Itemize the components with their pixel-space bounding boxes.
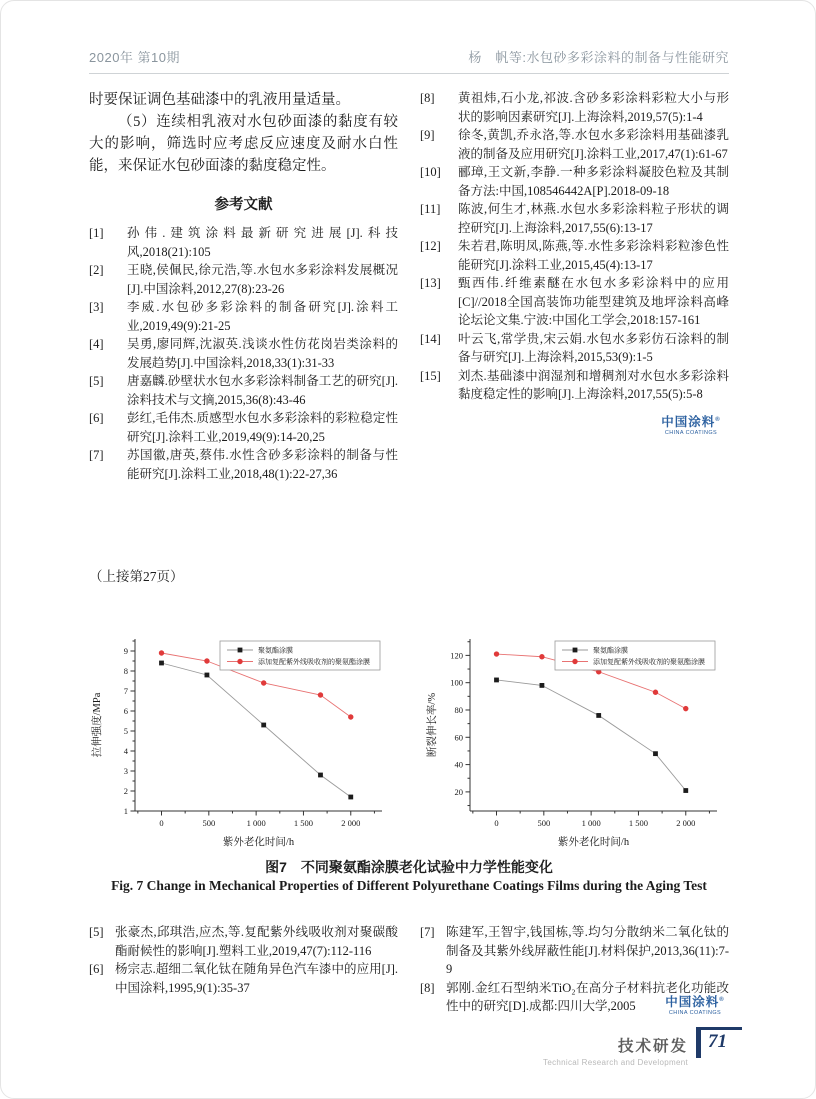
reference-text: 王晓,侯佩民,徐元浩,等.水包水多彩涂料发展概况[J].中国涂料,2012,27(8):23-26 [127,263,398,296]
reference-item [89,372,398,409]
svg-text:1 000: 1 000 [246,818,266,828]
reference-text: 叶云飞,常学贵,宋云娟.水包水多彩仿石涂料的制备与研究[J].上海涂料,2015,53(9):1-5 [458,331,729,364]
svg-text:40: 40 [454,759,463,770]
svg-text:0: 0 [494,818,499,828]
svg-text:紫外老化时间/h: 紫外老化时间/h [557,837,630,848]
svg-text:2: 2 [123,786,128,796]
reference-number: [7] [89,448,104,462]
footer-section-title [543,1034,688,1067]
reference-item [420,89,729,126]
svg-text:1 000: 1 000 [581,818,601,828]
header-article-title: 杨 帆等:水包砂多彩涂料的制备与性能研究 [468,50,729,65]
figure-charts [89,629,729,851]
reference-text: 徐冬,黄凯,乔永洛,等.水包水多彩涂料用基础漆乳液的制备及应用研究[J].涂料工业,2017,47(1):61-67 [458,128,729,161]
reference-item [420,330,729,367]
svg-text:聚氨酯涂膜: 聚氨酯涂膜 [593,646,628,655]
reference-item [89,923,398,960]
publisher-logo-subtext: CHINA COATINGS [664,429,718,436]
svg-text:120: 120 [450,650,463,661]
reference-item [420,274,729,330]
svg-text:断裂伸长率/%: 断裂伸长率/% [427,692,438,758]
column-left [89,89,398,483]
body-paragraph-1: 时要保证调色基础漆中的乳液用量适量。 [89,92,350,108]
reference-number: [14] [420,331,441,346]
svg-text:2 000: 2 000 [341,818,361,828]
reference-text: 吴勇,廖同辉,沈淑英.浅谈水性仿花岗岩类涂料的发展趋势[J].中国涂料,2018,33(1):31-33 [127,337,398,370]
references-heading: 参考文献 [214,197,273,213]
reference-list-left [89,224,398,483]
bottom-column-right [420,923,729,1016]
svg-text:聚氨酯涂膜: 聚氨酯涂膜 [258,646,293,655]
svg-text:0: 0 [159,818,164,828]
svg-text:60: 60 [454,732,463,743]
column-right [420,89,729,483]
reference-item [89,224,398,261]
reference-number: [13] [420,276,441,290]
elongation-chart [424,629,729,851]
reference-number: [4] [89,337,104,351]
publisher-logo-text: 中国涂料® [665,994,725,1009]
reference-item [89,298,398,335]
reference-number: [5] [89,925,104,939]
svg-text:3: 3 [123,766,128,776]
page-number: 71 [708,1031,727,1052]
reference-text: 陈建军,王智宇,钱国栋,等.均匀分散纳米二氧化钛的制备及其紫外线屏蔽性能[J].材料保护,2013,36(11):7-9 [446,925,729,976]
reference-text: 彭红,毛伟杰.质感型水包水多彩涂料的彩粒稳定性研究[J].涂料工业,2019,49(9):14-20,25 [127,411,398,444]
reference-number: [3] [89,300,104,314]
svg-text:添加复配紫外线吸收剂的聚氨酯涂膜: 添加复配紫外线吸收剂的聚氨酯涂膜 [258,658,370,667]
svg-text:5: 5 [123,726,128,736]
svg-text:20: 20 [454,786,463,797]
reference-number: [15] [420,368,441,383]
tensile-strength-chart [89,629,394,851]
svg-text:拉伸强度/MPa: 拉伸强度/MPa [92,692,103,758]
reference-item [420,923,729,979]
reference-text: 甄西伟.纤维素醚在水包水多彩涂料中的应用[C]//2018全国高装饰功能型建筑及地坪涂料高峰论坛论文集.宁波:中国化工学会,2018:157-161 [458,276,729,327]
reference-number: [10] [420,165,441,179]
header-issue: 2020年 第10期 [89,50,180,65]
page-number-tab [696,1027,742,1058]
svg-text:添加复配紫外线吸收剂的聚氨酯涂膜: 添加复配紫外线吸收剂的聚氨酯涂膜 [593,658,705,667]
reference-text: 张豪杰,邱琪浩,应杰,等.复配紫外线吸收剂对聚碳酸酯耐候性的影响[J].塑料工业,2019,47(7):112-116 [115,925,398,958]
bottom-section [89,923,729,1016]
figure-caption-zh: 图7 不同聚氨酯涂膜老化试验中力学性能变化 [265,859,553,875]
reference-number: [2] [89,263,104,277]
reference-number: [9] [420,128,435,142]
reference-text: 朱若君,陈明凤,陈燕,等.水性多彩涂料彩粒渗色性能研究[J].涂料工业,2015,45(4):13-17 [458,239,729,272]
publisher-logo [659,412,723,436]
reference-text: 郦璋,王文新,李静.一种多彩涂料凝胶色粒及其制备方法:中国,108546442A[P].2018-09-18 [458,165,729,198]
reference-text: 杨宗志.超细二氧化钛在随角异色汽车漆中的应用[J].中国涂料,1995,9(1):35-37 [115,962,398,995]
reference-text: 孙伟.建筑涂料最新研究进展[J].科技风,2018(21):105 [127,226,398,259]
figure-caption-en: Fig. 7 Change in Mechanical Properties of Different Polyurethane Coatings Films during the Aging Test [111,878,707,893]
reference-item [420,367,729,404]
svg-text:500: 500 [202,818,216,828]
svg-text:紫外老化时间/h: 紫外老化时间/h [222,837,295,848]
publisher-logo-bottom [663,992,727,1016]
reference-text: 唐嘉麟.砂壁状水包水多彩涂料制备工艺的研究[J].涂料技术与文摘,2015,36(8):43-46 [127,374,398,407]
reference-item [420,126,729,163]
svg-text:500: 500 [537,818,551,828]
publisher-logo-text: 中国涂料® [661,414,721,429]
registered-mark: ® [719,996,725,1003]
publisher-logo-subtext: CHINA COATINGS [668,1009,722,1016]
svg-text:100: 100 [450,677,463,688]
reference-text: 刘杰.基础漆中润湿剂和增稠剂对水包水多彩涂料黏度稳定性的影响[J].上海涂料,2017,55(5):5-8 [458,368,729,401]
svg-text:1: 1 [123,806,128,816]
reference-text: 苏国徽,唐英,蔡伟.水性含砂多彩涂料的制备与性能研究[J].涂料工业,2018,48(1):22-27,36 [127,448,398,481]
bottom-reference-list-left [89,923,398,997]
reference-item [89,960,398,997]
svg-text:7: 7 [123,686,128,696]
reference-text: 郭刚.金红石型纳米TiO₂在高分子材料抗老化功能改性中的研究[D].成都:四川大学,2005 [446,980,729,1013]
svg-text:6: 6 [123,706,128,716]
registered-mark: ® [715,416,721,423]
top-section [89,89,729,483]
continued-from-note: （上接第27页） [89,569,184,584]
reference-number: [6] [89,962,104,976]
reference-item [89,335,398,372]
svg-text:1 500: 1 500 [628,818,649,828]
svg-text:80: 80 [454,704,463,715]
reference-item [420,163,729,200]
reference-text: 陈波,何生才,林燕.水包水多彩涂料粒子形状的调控研究[J].上海涂料,2017,55(6):13-17 [458,202,729,235]
svg-text:8: 8 [123,666,128,676]
footer-title-en: Technical Research and Development [543,1058,688,1067]
reference-text: 黄祖炜,石小龙,祁波.含砂多彩涂料彩粒大小与形状的影响因素研究[J].上海涂料,2019,57(5):1-4 [458,91,729,124]
svg-text:2 000: 2 000 [676,818,696,828]
reference-item [89,261,398,298]
bottom-column-left [89,923,398,1016]
reference-number: [1] [89,226,104,240]
reference-number: [7] [420,925,435,939]
svg-text:9: 9 [123,646,128,656]
reference-number: [11] [420,202,441,216]
reference-item [89,446,398,483]
reference-number: [8] [420,91,435,105]
reference-number: [8] [420,980,435,995]
reference-number: [6] [89,411,104,425]
reference-text: 李威.水包砂多彩涂料的制备研究[J].涂料工业,2019,49(9):21-25 [127,300,398,333]
reference-item [420,200,729,237]
footer-title-zh: 技术研发 [617,1038,688,1055]
page-header [89,47,729,74]
svg-text:4: 4 [123,746,128,756]
reference-item [89,409,398,446]
reference-number: [12] [420,239,441,253]
reference-list-right [420,89,729,404]
reference-item [420,237,729,274]
reference-number: [5] [89,374,104,388]
page-footer [543,1027,742,1067]
body-paragraph-2: （5）连续相乳液对水包砂面漆的黏度有较大的影响，筛选时应考虑反应速度及耐水白性能，来保证水包砂面漆的黏度稳定性。 [89,114,398,174]
svg-text:1 500: 1 500 [293,818,314,828]
